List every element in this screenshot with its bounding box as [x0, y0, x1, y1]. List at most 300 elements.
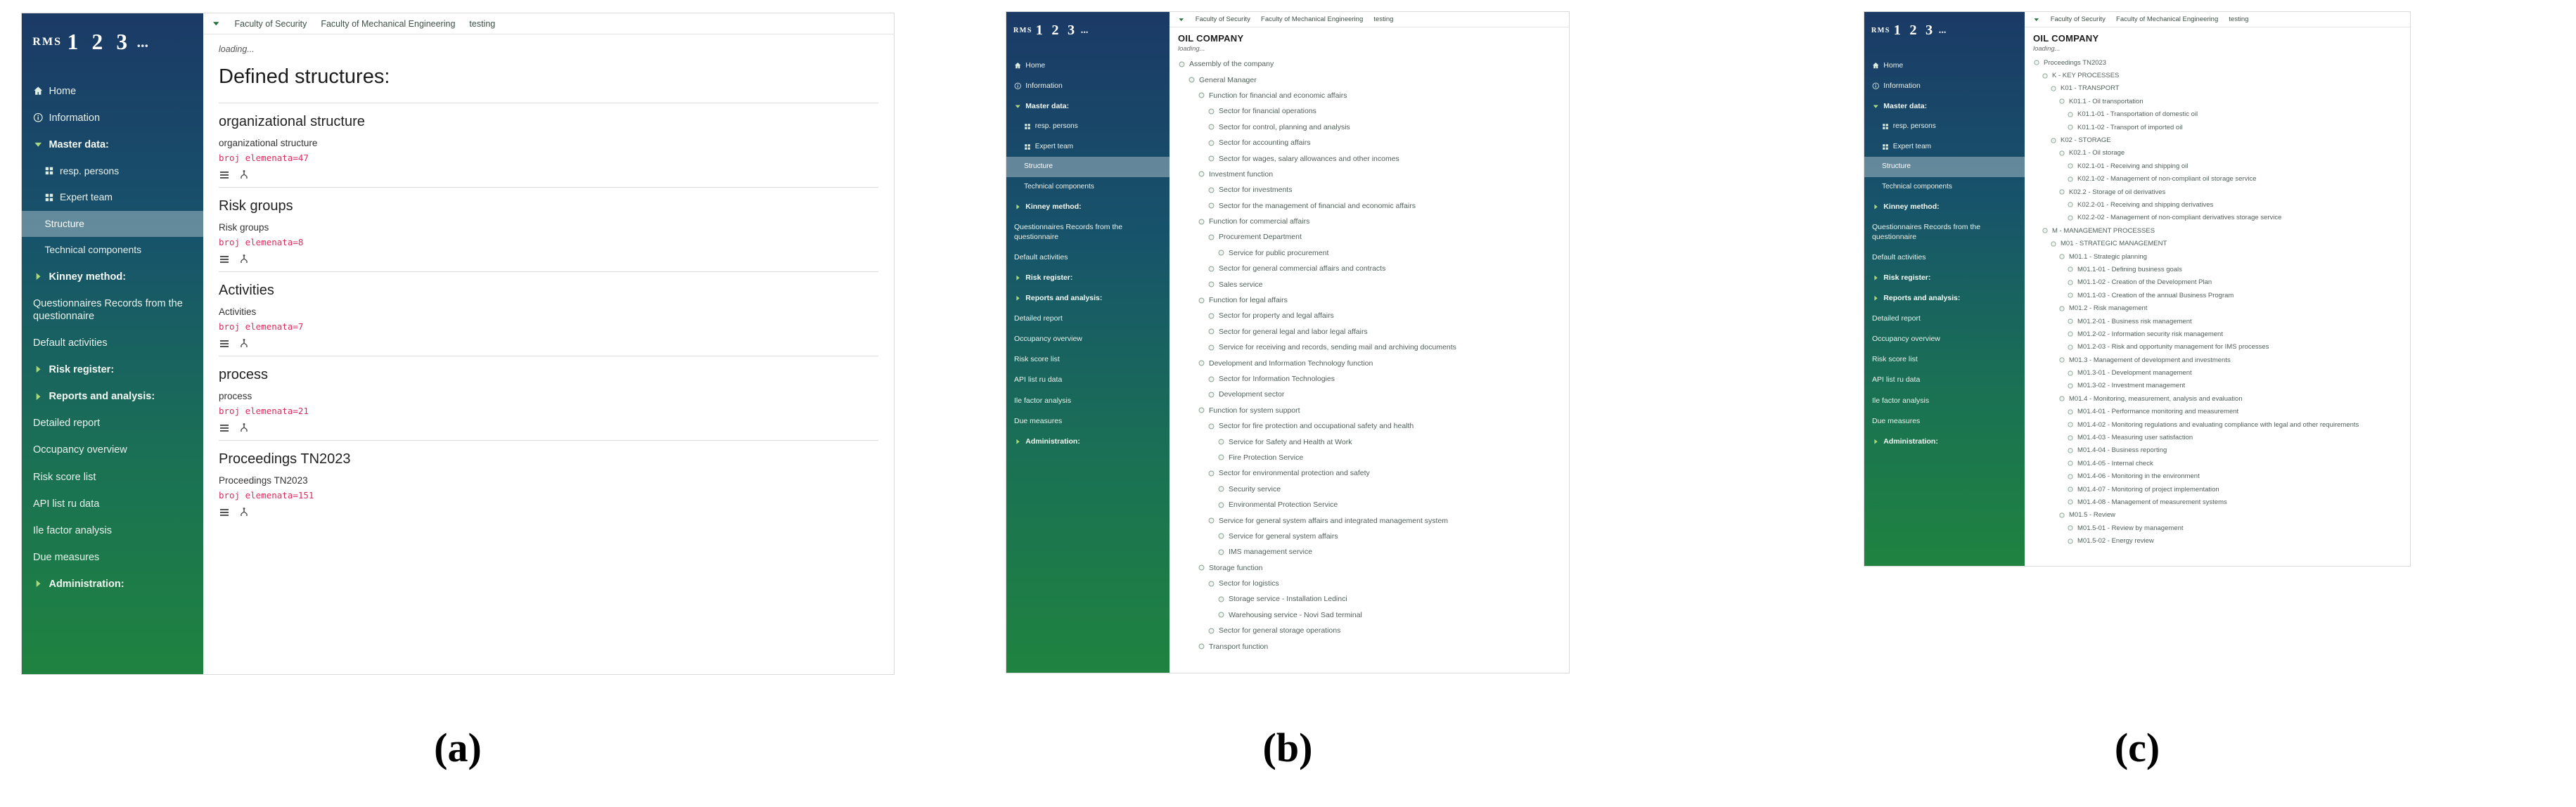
tree-node-label: Fire Protection Service: [1229, 453, 1304, 462]
tree-node[interactable]: [1178, 103, 1561, 119]
sidebar-item-expert-team[interactable]: [22, 184, 203, 210]
app-logo-digits: 1 2 3: [1893, 22, 1935, 38]
tree-node[interactable]: [2033, 212, 2402, 224]
sidebar-item-label: Risk score list: [1872, 355, 1918, 364]
tree-node[interactable]: [1178, 276, 1561, 292]
tree-node[interactable]: [1178, 623, 1561, 638]
grid-icon: [1882, 123, 1889, 130]
tree-node[interactable]: [2033, 470, 2402, 483]
sidebar-item-reports-and-analysis[interactable]: [1864, 288, 2025, 309]
sidebar-item-api-list-ru-data[interactable]: [22, 491, 203, 517]
element-count-text: broj elemenata=8: [219, 237, 304, 247]
tree-node[interactable]: [1178, 135, 1561, 150]
tree-node-label: M01.3-02 - Investment management: [2077, 382, 2186, 390]
grid-icon: [1024, 123, 1031, 130]
structure-section-title: Risk groups: [219, 198, 293, 214]
sidebar-item-label: Occupancy overview: [1014, 335, 1082, 344]
sidebar-item-label: Questionnaires Records from the questionnaire: [1872, 223, 1981, 241]
tree-icon: [238, 254, 250, 265]
tree-node-label: Sector for wages, salary allowances and other incomes: [1219, 154, 1399, 163]
breadcrumb-item[interactable]: testing: [2229, 15, 2249, 23]
tree-node[interactable]: [2033, 392, 2402, 405]
sidebar-item-administration[interactable]: [1006, 432, 1170, 452]
tree-node-label: Proceedings TN2023: [2044, 58, 2107, 67]
tree-node[interactable]: [1178, 465, 1561, 481]
sidebar-item-occupancy-overview[interactable]: [1006, 329, 1170, 349]
tree-node[interactable]: [1178, 308, 1561, 323]
structure-actions: [219, 507, 878, 518]
tree-node[interactable]: [1178, 182, 1561, 198]
tree-node[interactable]: [2033, 431, 2402, 444]
tree-node-label: K02.2-02 - Management of non-compliant derivatives storage service: [2077, 214, 2282, 222]
node-icon: [2067, 486, 2074, 493]
tree-node[interactable]: [2033, 147, 2402, 160]
tree-node-label: Investment function: [1209, 169, 1274, 179]
tree-node[interactable]: [1178, 340, 1561, 355]
node-icon: [2067, 214, 2074, 221]
sidebar-item-label: Kinney method:: [1883, 202, 1940, 212]
tree-node[interactable]: [1178, 544, 1561, 560]
sidebar-item-detailed-report[interactable]: [1006, 309, 1170, 329]
sidebar-item-ile-factor-analysis[interactable]: [1006, 391, 1170, 411]
sidebar-item-occupancy-overview[interactable]: [22, 437, 203, 463]
tree-node[interactable]: [2033, 406, 2402, 418]
tree-node-label: M01.5 - Review: [2069, 511, 2115, 519]
sidebar-item-administration[interactable]: [22, 571, 203, 598]
tree-node[interactable]: [1178, 150, 1561, 166]
node-icon: [2067, 201, 2074, 208]
sidebar-item-label: Home: [1025, 60, 1046, 70]
tree-node-label: Sector for Information Technologies: [1219, 375, 1335, 383]
sidebar: [22, 13, 203, 674]
sidebar-item-label: Structure: [1024, 162, 1053, 171]
breadcrumb-item[interactable]: Faculty of Security: [1195, 15, 1250, 23]
node-icon: [2058, 188, 2065, 195]
sidebar-item-kinney-method[interactable]: [1864, 197, 2025, 217]
tree-node[interactable]: [2033, 341, 2402, 354]
sidebar-item-due-measures[interactable]: [1006, 411, 1170, 432]
structure-name-link[interactable]: Risk groups: [219, 222, 269, 233]
structure-name-link[interactable]: process: [219, 391, 252, 401]
tree-node-label: M01.4-01 - Performance monitoring and measurement: [2077, 408, 2239, 416]
tree-node-label: M01.4-02 - Monitoring regulations and evaluating compliance with legal and other requirements: [2077, 420, 2359, 429]
tree-node[interactable]: [1178, 607, 1561, 623]
tree-node[interactable]: [1178, 214, 1561, 229]
sidebar-item-api-list-ru-data[interactable]: [1006, 370, 1170, 390]
sidebar-item-label: Default activities: [1872, 252, 1926, 262]
tree-node[interactable]: [2033, 276, 2402, 289]
sidebar-item-label: resp. persons: [1034, 122, 1078, 130]
sidebar-item-label: Information: [49, 112, 101, 124]
node-icon: [2067, 524, 2074, 531]
node-icon: [2050, 137, 2057, 144]
list-view-button[interactable]: [219, 507, 230, 518]
node-icon: [1198, 91, 1205, 99]
sidebar-nav: [1006, 49, 1170, 452]
node-icon: [1207, 517, 1215, 524]
node-icon: [1198, 170, 1205, 178]
tree-node[interactable]: [2033, 302, 2402, 314]
node-icon: [1207, 344, 1215, 351]
sidebar-item-questionnaires-records-from-the-questionnaire[interactable]: [1864, 217, 2025, 247]
sidebar-item-resp-persons[interactable]: [22, 158, 203, 184]
tree-node-label: Sector for control, planning and analysis: [1219, 122, 1350, 131]
tree-node-label: M01.1-02 - Creation of the Development Plan: [2077, 278, 2212, 287]
tree-node[interactable]: [2033, 160, 2402, 172]
sidebar-item-risk-score-list[interactable]: [1006, 349, 1170, 370]
tree-node[interactable]: [1178, 229, 1561, 245]
list-view-button[interactable]: [219, 254, 230, 265]
tree-node[interactable]: [1178, 450, 1561, 465]
page-title: Defined structures:: [219, 65, 390, 88]
tree-node[interactable]: [1178, 576, 1561, 591]
tree-node[interactable]: [1178, 434, 1561, 449]
sidebar: [1006, 12, 1170, 673]
sidebar-item-expert-team[interactable]: [1006, 137, 1170, 157]
tree-node[interactable]: [2033, 134, 2402, 146]
sidebar-item-label: Expert team: [59, 191, 113, 203]
breadcrumb-item[interactable]: Faculty of Mechanical Engineering: [321, 18, 456, 29]
tree-view-button[interactable]: [238, 254, 250, 265]
tree-node[interactable]: [2033, 354, 2402, 366]
tree-node[interactable]: [2033, 328, 2402, 340]
tree-node[interactable]: [2033, 418, 2402, 431]
node-icon: [1207, 155, 1215, 162]
sidebar-item-ile-factor-analysis[interactable]: [22, 517, 203, 544]
list-icon: [219, 422, 230, 434]
company-title: OIL COMPANY: [1178, 33, 1244, 44]
sidebar-item-master-data[interactable]: [1006, 96, 1170, 117]
node-icon: [1207, 265, 1215, 273]
tree-node[interactable]: [1178, 529, 1561, 544]
node-icon: [2067, 330, 2074, 337]
process-structure-tree: [2033, 56, 2402, 548]
node-icon: [2067, 382, 2074, 389]
node-icon: [1217, 501, 1225, 509]
company-title: OIL COMPANY: [2033, 33, 2099, 44]
tree-view-button[interactable]: [238, 422, 250, 434]
sidebar-item-detailed-report[interactable]: [1864, 309, 2025, 329]
tree-node[interactable]: [2033, 95, 2402, 108]
sidebar-item-questionnaires-records-from-the-questionnaire[interactable]: [1006, 217, 1170, 247]
sidebar-item-occupancy-overview[interactable]: [1864, 329, 2025, 349]
node-icon: [1217, 438, 1225, 446]
tree-node[interactable]: [1178, 371, 1561, 387]
tree-node[interactable]: [2033, 380, 2402, 392]
tree-node[interactable]: [1178, 292, 1561, 308]
tree-node[interactable]: [1178, 418, 1561, 434]
tree-node[interactable]: [1178, 88, 1561, 103]
node-icon: [1207, 580, 1215, 588]
sidebar-item-label: Technical components: [1024, 182, 1094, 191]
tree-node[interactable]: [2033, 534, 2402, 547]
breadcrumb-item[interactable]: Faculty of Mechanical Engineering: [1261, 15, 1364, 23]
node-icon: [2067, 408, 2074, 415]
sidebar-item-home[interactable]: [22, 78, 203, 105]
sidebar-item-expert-team[interactable]: [1864, 137, 2025, 157]
tree-node[interactable]: [1178, 72, 1561, 87]
caret-down-icon: [1014, 103, 1022, 110]
tree-node[interactable]: [1178, 198, 1561, 214]
sidebar-item-home[interactable]: [1864, 56, 2025, 76]
breadcrumb-item[interactable]: testing: [469, 18, 496, 29]
node-icon: [1207, 312, 1215, 320]
tree-node-label: Sector for investments: [1219, 186, 1293, 195]
sidebar-item-detailed-report[interactable]: [22, 410, 203, 437]
tree-node-label: M01.4-06 - Monitoring in the environment: [2077, 472, 2200, 481]
process-tree-page: [2025, 27, 2410, 566]
sidebar-item-label: Information: [1025, 81, 1063, 90]
sidebar-item-label: Ile factor analysis: [33, 524, 113, 536]
node-icon: [1207, 108, 1215, 115]
breadcrumb: [2025, 12, 2410, 27]
sidebar-item-master-data[interactable]: [1864, 96, 2025, 117]
structure-name-link[interactable]: Proceedings TN2023: [219, 475, 308, 486]
sidebar-item-questionnaires-records-from-the-questionnaire[interactable]: [22, 290, 203, 330]
sidebar-item-information[interactable]: [22, 105, 203, 131]
tree-node-label: M01.4-03 - Measuring user satisfaction: [2077, 434, 2193, 442]
tree-node[interactable]: [2033, 522, 2402, 534]
tree-node[interactable]: [2033, 237, 2402, 250]
element-count-text: broj elemenata=7: [219, 321, 304, 332]
node-icon: [2067, 460, 2074, 467]
app-logo-digits: 1 2 3: [1035, 22, 1077, 38]
grid-icon: [1882, 143, 1889, 150]
sidebar-item-risk-register[interactable]: [22, 356, 203, 383]
tree-node[interactable]: [2033, 56, 2402, 69]
tree-view-button[interactable]: [238, 338, 250, 349]
tree-node-label: IMS management service: [1229, 548, 1313, 557]
sidebar-item-risk-score-list[interactable]: [22, 464, 203, 491]
sidebar-item-label: Technical components: [1882, 182, 1952, 191]
content-area: [1170, 12, 1569, 673]
sidebar-item-label: Due measures: [1014, 416, 1063, 425]
info-icon: [1872, 82, 1880, 90]
tree-icon: [238, 422, 250, 434]
sidebar-item-default-activities[interactable]: [1864, 247, 2025, 268]
tree-node-label: Function for legal affairs: [1209, 296, 1288, 305]
sidebar-item-resp-persons[interactable]: [1006, 117, 1170, 137]
list-view-button[interactable]: [219, 338, 230, 349]
tree-node[interactable]: [2033, 186, 2402, 198]
caret-right-icon: [33, 271, 44, 282]
sidebar-nav: [1864, 49, 2025, 452]
structures-page: [203, 34, 894, 674]
tree-node[interactable]: [2033, 509, 2402, 522]
list-icon: [219, 507, 230, 518]
tree-node[interactable]: [1178, 56, 1561, 72]
sidebar-item-ile-factor-analysis[interactable]: [1864, 391, 2025, 411]
tree-view-button[interactable]: [238, 507, 250, 518]
tree-node[interactable]: [1178, 261, 1561, 276]
sidebar-item-due-measures[interactable]: [22, 544, 203, 571]
tree-node-label: K02.1-02 - Management of non-compliant oil storage service: [2077, 175, 2257, 183]
breadcrumb-item[interactable]: Faculty of Security: [2050, 15, 2106, 23]
sidebar-item-label: Expert team: [1034, 142, 1074, 150]
sidebar-item-technical-components[interactable]: [1006, 177, 1170, 198]
sidebar-item-label: Expert team: [1892, 142, 1932, 150]
sidebar-item-label: Occupancy overview: [33, 444, 127, 456]
tree-node-label: Storage service - Installation Ledinci: [1229, 595, 1347, 604]
node-icon: [2050, 240, 2057, 247]
home-icon: [1014, 62, 1022, 70]
sidebar-item-api-list-ru-data[interactable]: [1864, 370, 2025, 390]
node-icon: [2058, 150, 2065, 157]
element-count-text: broj elemenata=151: [219, 490, 314, 501]
list-view-button[interactable]: [219, 422, 230, 434]
node-icon: [1198, 297, 1205, 304]
tree-node[interactable]: [2033, 173, 2402, 186]
structure-name-link[interactable]: Activities: [219, 306, 257, 317]
caret-right-icon: [1014, 295, 1022, 302]
caret-down-icon: [2033, 16, 2040, 23]
structure-name-link[interactable]: organizational structure: [219, 138, 318, 148]
tree-node[interactable]: [2033, 198, 2402, 211]
sidebar-item-label: Information: [1883, 81, 1921, 90]
tree-node[interactable]: [2033, 483, 2402, 496]
tree-node[interactable]: [1178, 355, 1561, 370]
node-icon: [2042, 227, 2049, 234]
tree-node[interactable]: [2033, 121, 2402, 134]
sidebar-item-label: Master data:: [1025, 101, 1070, 110]
tree-icon: [238, 169, 250, 181]
node-icon: [2067, 434, 2074, 441]
tree-node[interactable]: [2033, 496, 2402, 508]
sidebar-item-kinney-method[interactable]: [1006, 197, 1170, 217]
sidebar-item-risk-score-list[interactable]: [1864, 349, 2025, 370]
sidebar-item-default-activities[interactable]: [22, 330, 203, 356]
node-icon: [1207, 422, 1215, 430]
node-icon: [2050, 85, 2057, 92]
sidebar-item-technical-components[interactable]: [22, 237, 203, 263]
tree-node-label: K02.1 - Oil storage: [2069, 149, 2125, 157]
tree-node[interactable]: [2033, 108, 2402, 121]
tree-node[interactable]: [1178, 560, 1561, 576]
panel-a: [21, 13, 895, 675]
tree-node-label: K01.1-01 - Transportation of domestic oil: [2077, 110, 2198, 119]
tree-node[interactable]: [2033, 289, 2402, 302]
sidebar-item-reports-and-analysis[interactable]: [1006, 288, 1170, 309]
app-logo-dots: ...: [136, 33, 149, 51]
node-icon: [1207, 280, 1215, 288]
tree-node[interactable]: [2033, 224, 2402, 237]
tree-node-label: K01.1-02 - Transport of imported oil: [2077, 123, 2183, 131]
tree-node[interactable]: [1178, 167, 1561, 182]
tree-node[interactable]: [1178, 120, 1561, 135]
sidebar-item-master-data[interactable]: [22, 131, 203, 158]
tree-node[interactable]: [1178, 638, 1561, 654]
tree-view-button[interactable]: [238, 169, 250, 181]
sidebar-item-risk-register[interactable]: [1864, 268, 2025, 288]
sidebar-item-risk-register[interactable]: [1006, 268, 1170, 288]
tree-node-label: Sector for the management of financial and economic affairs: [1219, 201, 1416, 210]
sidebar-item-label: Reports and analysis:: [1025, 293, 1103, 302]
node-icon: [2033, 59, 2040, 66]
sidebar-item-label: Home: [1883, 60, 1904, 70]
tree-node-label: M01.4-07 - Monitoring of project implementation: [2077, 485, 2219, 493]
tree-node[interactable]: [2033, 82, 2402, 95]
caret-right-icon: [1872, 295, 1880, 302]
sidebar-item-administration[interactable]: [1864, 432, 2025, 452]
tree-node[interactable]: [2033, 69, 2402, 82]
sidebar-item-label: Due measures: [1872, 416, 1921, 425]
sidebar-item-label: Technical components: [44, 244, 142, 256]
sidebar-item-label: resp. persons: [1892, 122, 1936, 130]
sidebar-item-home[interactable]: [1006, 56, 1170, 76]
tree-node-label: K02 - STORAGE: [2061, 136, 2111, 145]
node-icon: [2058, 512, 2065, 519]
loading-text: loading...: [1178, 45, 1205, 53]
tree-node[interactable]: [2033, 250, 2402, 263]
sidebar-item-label: Ile factor analysis: [1872, 396, 1930, 405]
tree-node-label: M01.4-08 - Management of measurement systems: [2077, 498, 2227, 506]
app-logo: [22, 13, 203, 71]
breadcrumb-item[interactable]: testing: [1373, 15, 1394, 23]
tree-node[interactable]: [2033, 366, 2402, 379]
node-icon: [1198, 643, 1205, 650]
node-icon: [2067, 162, 2074, 169]
tree-node[interactable]: [1178, 245, 1561, 261]
tree-node[interactable]: [1178, 512, 1561, 528]
grid-icon: [44, 193, 54, 202]
sidebar-item-label: Reports and analysis:: [1883, 293, 1961, 302]
sidebar-item-information[interactable]: [1864, 76, 2025, 96]
structure-section: [219, 356, 878, 440]
sidebar-item-label: Detailed report: [1872, 314, 1921, 323]
sidebar-item-reports-and-analysis[interactable]: [22, 383, 203, 410]
tree-node[interactable]: [1178, 482, 1561, 497]
tree-node[interactable]: [1178, 324, 1561, 340]
app-logo-digits: 1 2 3: [67, 30, 132, 54]
tree-node[interactable]: [2033, 263, 2402, 276]
tree-node-label: Service for general system affairs and integrated management system: [1219, 516, 1449, 525]
sidebar-item-structure[interactable]: [22, 211, 203, 237]
sidebar-item-resp-persons[interactable]: [1864, 117, 2025, 137]
node-icon: [2067, 344, 2074, 351]
tree-node[interactable]: [1178, 497, 1561, 512]
figure-label-b: (b): [1262, 725, 1313, 770]
node-icon: [2067, 279, 2074, 286]
sidebar-item-due-measures[interactable]: [1864, 411, 2025, 432]
node-icon: [2067, 176, 2074, 183]
sidebar-item-information[interactable]: [1006, 76, 1170, 96]
tree-node[interactable]: [2033, 315, 2402, 328]
node-icon: [1198, 218, 1205, 226]
breadcrumb-item[interactable]: Faculty of Mechanical Engineering: [2116, 15, 2219, 23]
org-tree-page: [1170, 27, 1569, 673]
sidebar-item-label: Occupancy overview: [1872, 335, 1940, 344]
tree-node[interactable]: [1178, 403, 1561, 418]
sidebar-item-structure[interactable]: [1864, 157, 2025, 177]
node-icon: [1217, 611, 1225, 619]
structure-actions: [219, 422, 878, 434]
sidebar-item-label: resp. persons: [59, 164, 120, 176]
tree-node[interactable]: [2033, 444, 2402, 457]
tree-node[interactable]: [1178, 387, 1561, 402]
tree-node[interactable]: [1178, 591, 1561, 607]
sidebar-item-kinney-method[interactable]: [22, 264, 203, 290]
breadcrumb-item[interactable]: Faculty of Security: [234, 18, 307, 29]
sidebar-item-structure[interactable]: [1006, 157, 1170, 177]
sidebar-item-label: Home: [49, 85, 77, 97]
tree-node-label: Sector for general storage operations: [1219, 626, 1341, 635]
node-icon: [2058, 253, 2065, 260]
sidebar-item-default-activities[interactable]: [1006, 247, 1170, 268]
list-view-button[interactable]: [219, 169, 230, 181]
node-icon: [2067, 370, 2074, 377]
tree-node[interactable]: [2033, 457, 2402, 470]
sidebar-item-technical-components[interactable]: [1864, 177, 2025, 198]
